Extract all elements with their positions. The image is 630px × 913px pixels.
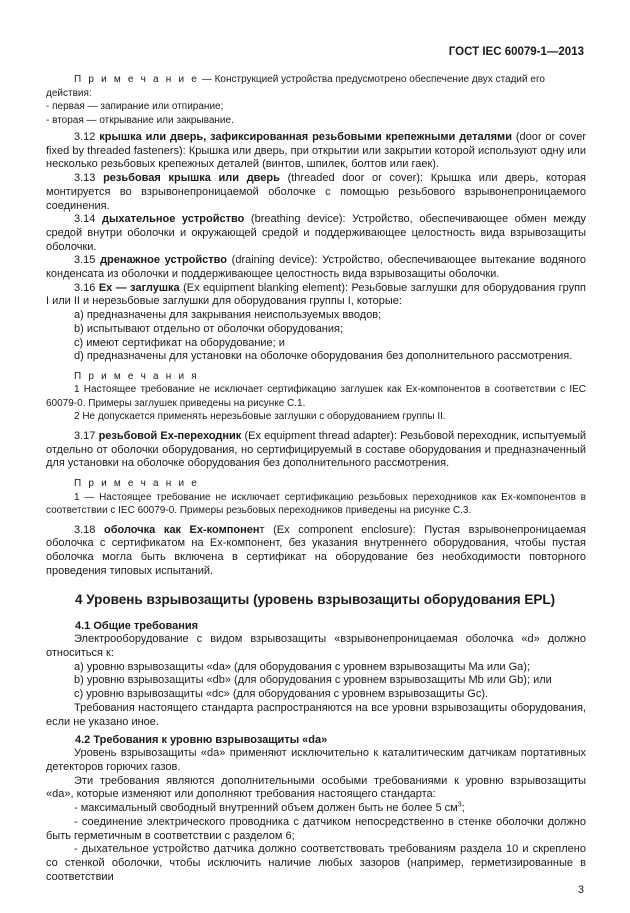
note-item: - вторая — открывание или закрывание. <box>46 114 234 126</box>
notes-block <box>46 370 586 424</box>
definition-3-12: 3.12 крышка или дверь, зафиксированная резьбовыми крепежными деталями (door or cover fixed by threaded fasteners): Крышка или дверь, при открытии или закрытии которой используют одну или несколько резьбовых крепежных деталей (винтов, шпилек, болтов или гаек). <box>46 131 586 171</box>
subsection-heading: 4.1 Общие требования <box>75 620 199 633</box>
definition-3-16: 3.16 Ex — заглушка (Ex equipment blanking element): Резьбовые заглушки для оборудования групп I или II и нерезьбовые заглушки для оборудования группы I, которые: <box>46 281 587 308</box>
note-item: 1 Настоящее требование не исключает сертификацию заглушек как Ex-компонентов в соответствии с IEC 60079-0. Примеры заглушек приведены на рисунке С.1. <box>46 384 586 409</box>
note-title: П р и м е ч а н и е <box>74 74 200 85</box>
term: дренажное устройство <box>100 254 227 267</box>
note-item: 2 Не допускается применять нерезьбовые заглушки с оборудованием группы II. <box>74 411 446 423</box>
list-item: c) уровню взрывозащиты «dc» (для оборудования с уровнем взрывозащиты Gc). <box>74 688 489 701</box>
notes-title: П р и м е ч а н и я <box>74 370 199 382</box>
term: резьбовая крышка или дверь <box>103 172 280 185</box>
list-item: c) имеют сертификат на оборудование; и <box>74 336 285 349</box>
subsection-heading: 4.2 Требования к уровню взрывозащиты «da» <box>75 734 328 747</box>
paragraph: Эти требования являются дополнительными особыми требованиями к уровню взрывозащиты «da», которые изменяют или дополняют требования настоящего стандарта: <box>46 774 586 801</box>
list-item: d) предназначены для установки на оболочке оборудования без дополнительного рассмотрения. <box>74 350 573 363</box>
definition-3-18: 3.18 оболочка как Ex-компонент (Ex component enclosure): Пустая взрывонепроницаемая оболочка с сертификатом на Ex-компонент, без указания внутреннего оборудования, чтобы пустая оболочка могла быть включена в сертификат на оборудование без необходимости повторного проведения типовых испытаний. <box>46 523 586 577</box>
note-block <box>46 73 586 127</box>
paragraph: Электрооборудование с видом взрывозащиты «взрывонепроницаемая оболочка «d» должно относиться к: <box>46 633 586 660</box>
definition-3-13: 3.13 резьбовая крышка или дверь (threaded door or cover): Крышка или дверь, которая монтируется во взрывонепроницаемой оболочке с помощью резьбового взрывонепроницаемого соединения. <box>46 172 586 212</box>
paragraph: Уровень взрывозащиты «da» применяют исключительно к каталитическим датчикам портативных детекторов горючих газов. <box>46 747 586 773</box>
note-item: 1 — Настоящее требование не исключает сертификацию резьбовых переходников как Ex-компонентов в соответствии с IEC 60079-0. Примеры резьбовых переходников приведены на рисунке С.3. <box>46 491 586 517</box>
list-item: а) предназначены для закрывания неиспользуемых вводов; <box>74 309 382 322</box>
term: дыхательное устройство <box>102 213 245 226</box>
term: оболочка как Ex-компонен <box>104 523 260 536</box>
page-content <box>46 73 586 884</box>
term: крышка или дверь, зафиксированная резьбовыми крепежными деталями <box>99 131 512 143</box>
term: резьбовой Ex-переходник <box>98 429 242 442</box>
notes-title: П р и м е ч а н и е <box>74 478 200 490</box>
list-item: - дыхательное устройство датчика должно соответствовать требованиям раздела 10 и скреплено со стенкой оболочки, чтобы исключить наличие любых зазоров (например, герметизированные в соответствии <box>46 843 586 883</box>
list-item: b) испытывают отдельно от оболочки оборудования; <box>74 322 344 335</box>
paragraph: Требования настоящего стандарта распространяются на все уровни взрывозащиты оборудования, если не указано иное. <box>46 701 586 728</box>
notes-block <box>46 477 586 518</box>
term: Ex — заглушка <box>98 281 180 294</box>
standard-header: ГОСТ IEC 60079-1—2013 <box>448 46 584 58</box>
list-item: b) уровню взрывозащиты «db» (для оборудования с уровнем взрывозащиты Mb или Gb); или <box>74 674 552 687</box>
definition-3-14: 3.14 дыхательное устройство (breathing device): Устройство, обеспечивающее обмен между средой внутри оболочки и окружающей средой и поддерживающее целостность вида взрывозащиты оболочки. <box>46 213 587 253</box>
note-text: — Конструкцией устройства предусмотрено обеспечение двух стадий его действия: <box>46 74 545 99</box>
section-heading: 4 Уровень взрывозащиты (уровень взрывозащиты оборудования EPL) <box>75 592 556 608</box>
definition-3-17: 3.17 резьбовой Ex-переходник (Ex equipment thread adapter): Резьбовой переходник, испытуемый отдельно от оболочки оборудования, но сертифицируемый в составе оборудования и предназначенный для установки на оболочке оборудования без дополнительного рассмотрения. <box>46 429 587 470</box>
note-line <box>46 73 586 100</box>
list-item: - максимальный свободный внутренний объем должен быть не более 5 $см^3$; <box>74 801 465 815</box>
note-item: - первая — запирание или отпирание; <box>46 101 224 112</box>
list-item: - соединение электрического проводника с датчиком непосредственно в стенке оболочки должно быть герметичным в соответствии с разделом 6; <box>46 815 586 842</box>
definition-3-15: 3.15 дренажное устройство (draining device): Устройство, обеспечивающее вытекание водяного конденсата из оболочки и поддерживающее целостность вида взрывозащиты оболочки. <box>46 254 586 281</box>
page-number: 3 <box>577 884 584 896</box>
list-item: а) уровню взрывозащиты «da» (для оборудования с уровнем взрывозащиты Ma или Ga); <box>74 660 531 673</box>
